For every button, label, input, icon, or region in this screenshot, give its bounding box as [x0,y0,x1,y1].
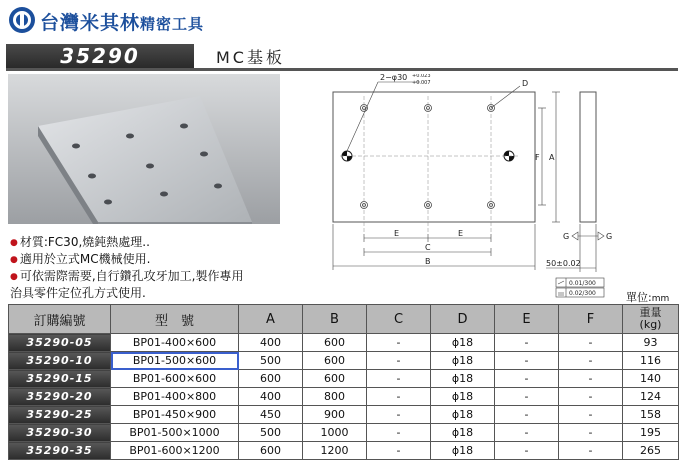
note-material: 材質:FC30,燒鈍熱處理.. [19,235,150,249]
cell-e: - [495,334,559,352]
table-header-row [9,305,679,334]
cell-b: 1000 [303,424,367,442]
cell-e: - [495,352,559,370]
cell-a: 400 [239,334,303,352]
cell-weight: 265 [623,442,679,460]
cell-c: - [367,334,431,352]
cell-weight: 93 [623,334,679,352]
cell-weight: 116 [623,352,679,370]
note-item [10,285,310,301]
cell-b: 900 [303,406,367,424]
cell-e: - [495,424,559,442]
cell-b: 600 [303,352,367,370]
technical-drawing [320,74,680,304]
note-item [10,251,310,268]
cell-b: 1200 [303,442,367,460]
hole-tol-upper: +0.023 [412,74,431,79]
cell-d: ϕ18 [431,424,495,442]
weight-unit: (kg) [639,318,662,331]
col-header-d: D [431,305,495,334]
brand-name-small: 精密工具 [140,15,205,33]
cell-a: 600 [239,442,303,460]
thickness-dim: 50±0.02 [546,259,581,268]
table-row [9,334,679,352]
cell-order-no: 35290-35 [9,442,111,460]
cell-d: ϕ18 [431,370,495,388]
product-photo [8,74,280,224]
dim-label-d: D [522,79,529,88]
cell-d: ϕ18 [431,388,495,406]
bullet-icon: ● [10,255,18,265]
dim-label-f: F [535,153,540,162]
bullet-icon: ● [10,272,18,282]
col-header-b: B [303,305,367,334]
cell-b: 600 [303,334,367,352]
cell-e: - [495,370,559,388]
table-row [9,370,679,388]
cell-e: - [495,388,559,406]
tol-flatness: 0.01/300 [569,280,596,287]
cell-model-highlighted[interactable]: BP01-500×600 [111,352,239,370]
cell-weight: 124 [623,388,679,406]
note-custom-cont: 治具零件定位孔方式使用. [10,286,146,300]
gdt-g-right: G [606,232,613,241]
col-header-order-no: 訂購編號 [9,305,111,334]
note-item [10,268,310,285]
cell-c: - [367,388,431,406]
cell-e: - [495,406,559,424]
product-code: 35290 [6,44,194,68]
col-header-weight [623,305,679,334]
product-notes [10,234,310,301]
cell-d: ϕ18 [431,334,495,352]
col-header-e: E [495,305,559,334]
dim-label-b: B [425,257,431,266]
note-custom: 可依需際需要,自行鑽孔攻牙加工,製作專用 [19,269,244,283]
cell-d: ϕ18 [431,442,495,460]
cell-d: ϕ18 [431,352,495,370]
cell-order-no: 35290-30 [9,424,111,442]
cell-c: - [367,370,431,388]
table-row [9,424,679,442]
cell-c: - [367,406,431,424]
table-row [9,406,679,424]
cell-weight: 140 [623,370,679,388]
note-usage: 適用於立式MC機械使用. [19,252,151,266]
dim-label-a: A [549,153,555,162]
cell-weight: 158 [623,406,679,424]
cell-order-no: 35290-15 [9,370,111,388]
cell-c: - [367,442,431,460]
cell-f: - [559,424,623,442]
hole-tol-lower: +0.007 [412,80,431,86]
brand-name [40,8,204,35]
unit-prefix: 單位: [626,291,652,304]
dim-label-e2: E [458,229,464,238]
cell-model: BP01-450×900 [111,406,239,424]
cell-model: BP01-400×600 [111,334,239,352]
col-header-f: F [559,305,623,334]
cell-f: - [559,388,623,406]
unit-label [626,289,669,305]
cell-a: 600 [239,370,303,388]
bullet-icon: ● [10,238,18,248]
cell-model: BP01-600×600 [111,370,239,388]
cell-a: 450 [239,406,303,424]
tol-parallel: 0.02/300 [569,290,596,297]
table-row [9,352,679,370]
cell-c: - [367,352,431,370]
cell-order-no: 35290-20 [9,388,111,406]
hole-spec-label: 2−φ30 [380,74,408,82]
gdt-g-left: G [563,232,570,241]
dim-label-e1: E [394,229,400,238]
cell-b: 800 [303,388,367,406]
col-header-c: C [367,305,431,334]
note-item [10,234,310,251]
cell-d: ϕ18 [431,406,495,424]
col-header-model: 型 號 [111,305,239,334]
cell-f: - [559,352,623,370]
cell-order-no: 35290-25 [9,406,111,424]
spec-table [8,304,679,460]
dim-label-c: C [425,243,431,252]
weight-label: 重量 [639,306,662,319]
cell-weight: 195 [623,424,679,442]
unit-value: mm [651,294,670,304]
cell-f: - [559,370,623,388]
title-bar [6,44,678,71]
cell-a: 500 [239,352,303,370]
product-name: MC基板 [216,48,285,67]
cell-f: - [559,334,623,352]
cell-f: - [559,442,623,460]
cell-order-no: 35290-05 [9,334,111,352]
table-row [9,442,679,460]
cell-order-no: 35290-10 [9,352,111,370]
cell-a: 500 [239,424,303,442]
cell-model: BP01-400×800 [111,388,239,406]
cell-model: BP01-600×1200 [111,442,239,460]
cell-c: - [367,424,431,442]
company-logo-icon [8,6,36,34]
brand-name-large: 台灣米其林 [40,12,141,34]
cell-f: - [559,406,623,424]
cell-e: - [495,442,559,460]
cell-model: BP01-500×1000 [111,424,239,442]
cell-a: 400 [239,388,303,406]
table-row [9,388,679,406]
cell-b: 600 [303,370,367,388]
col-header-a: A [239,305,303,334]
